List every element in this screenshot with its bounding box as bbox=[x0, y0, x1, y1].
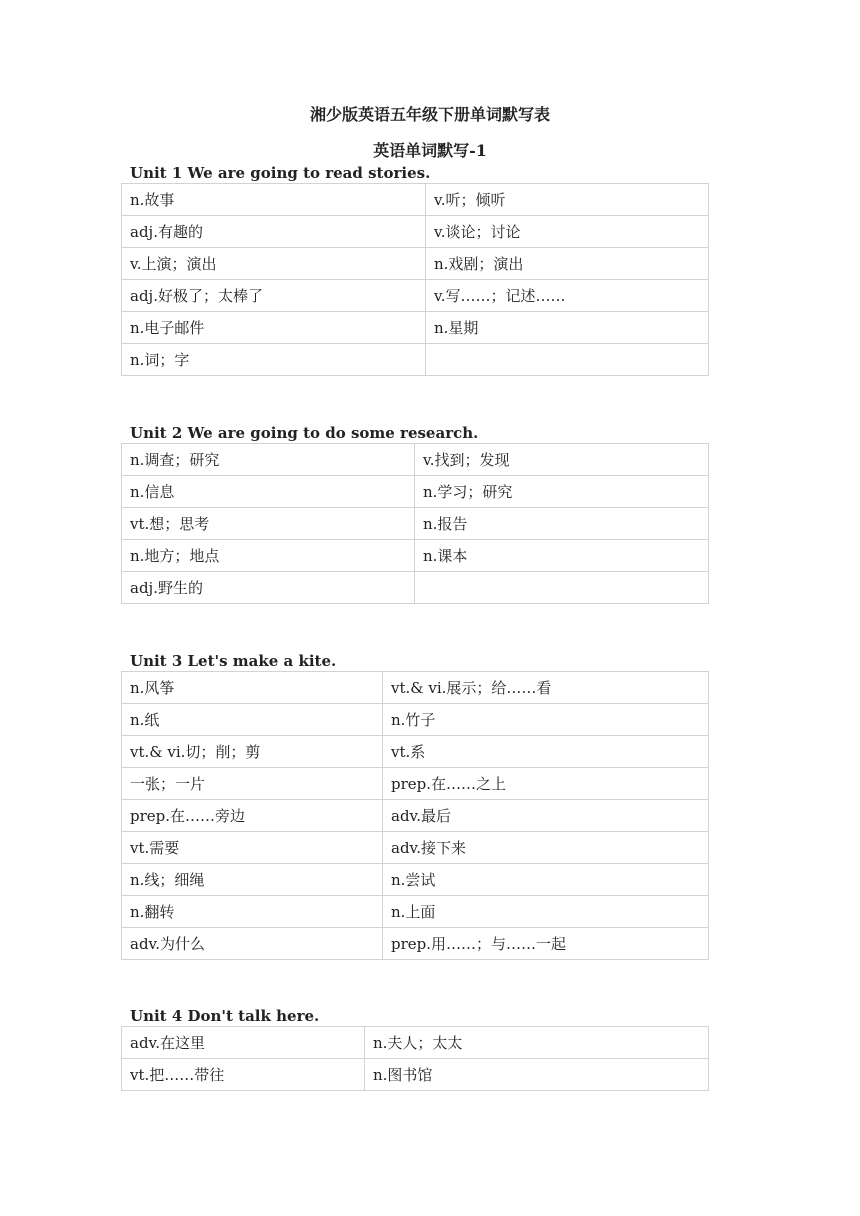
table-row bbox=[122, 768, 709, 800]
table-row bbox=[122, 344, 709, 376]
vocab-cell: n.翻转 bbox=[122, 896, 383, 928]
vocab-cell: prep.在……旁边 bbox=[122, 800, 383, 832]
table-row bbox=[122, 800, 709, 832]
unit-4-heading: Unit 4 Don't talk here. bbox=[130, 1007, 320, 1025]
unit-3-vocab-table bbox=[121, 671, 709, 960]
vocab-cell bbox=[426, 344, 709, 376]
vocab-cell: prep.用……；与……一起 bbox=[383, 928, 709, 960]
table-row bbox=[122, 540, 709, 572]
vocab-cell: n.纸 bbox=[122, 704, 383, 736]
vocab-cell: v.上演；演出 bbox=[122, 248, 426, 280]
table-row bbox=[122, 248, 709, 280]
vocab-cell: n.词；字 bbox=[122, 344, 426, 376]
vocab-cell: v.听；倾听 bbox=[426, 184, 709, 216]
vocab-cell: vt.系 bbox=[383, 736, 709, 768]
vocab-cell: vt.需要 bbox=[122, 832, 383, 864]
unit-1-vocab-table bbox=[121, 183, 709, 376]
vocab-cell: n.竹子 bbox=[383, 704, 709, 736]
vocab-cell: v.谈论；讨论 bbox=[426, 216, 709, 248]
table-row bbox=[122, 572, 709, 604]
vocab-cell: n.上面 bbox=[383, 896, 709, 928]
vocab-cell: prep.在……之上 bbox=[383, 768, 709, 800]
vocab-cell: vt.想；思考 bbox=[122, 508, 415, 540]
table-row bbox=[122, 1027, 709, 1059]
vocab-cell: v.找到；发现 bbox=[415, 444, 709, 476]
table-row bbox=[122, 1059, 709, 1091]
vocab-cell: vt.& vi.展示；给……看 bbox=[383, 672, 709, 704]
table-row bbox=[122, 672, 709, 704]
unit-1-heading: Unit 1 We are going to read stories. bbox=[130, 164, 431, 182]
vocab-cell: n.线；细绳 bbox=[122, 864, 383, 896]
vocab-cell: adv.为什么 bbox=[122, 928, 383, 960]
vocab-cell: v.写……；记述…… bbox=[426, 280, 709, 312]
vocab-cell: n.电子邮件 bbox=[122, 312, 426, 344]
vocab-cell: n.报告 bbox=[415, 508, 709, 540]
vocab-cell: n.课本 bbox=[415, 540, 709, 572]
vocab-cell: n.故事 bbox=[122, 184, 426, 216]
vocab-cell: adj.有趣的 bbox=[122, 216, 426, 248]
vocab-cell: adj.野生的 bbox=[122, 572, 415, 604]
vocab-cell: n.夫人；太太 bbox=[365, 1027, 709, 1059]
vocab-cell: 一张；一片 bbox=[122, 768, 383, 800]
table-row bbox=[122, 864, 709, 896]
table-row bbox=[122, 508, 709, 540]
document-subtitle: 英语单词默写-1 bbox=[373, 141, 487, 160]
vocab-cell: adv.接下来 bbox=[383, 832, 709, 864]
table-row bbox=[122, 896, 709, 928]
vocab-cell: adv.在这里 bbox=[122, 1027, 365, 1059]
vocab-cell: n.图书馆 bbox=[365, 1059, 709, 1091]
vocab-cell: n.风筝 bbox=[122, 672, 383, 704]
table-row bbox=[122, 832, 709, 864]
vocab-cell: n.调查；研究 bbox=[122, 444, 415, 476]
vocab-cell: adv.最后 bbox=[383, 800, 709, 832]
table-row bbox=[122, 444, 709, 476]
vocab-cell: n.学习；研究 bbox=[415, 476, 709, 508]
unit-4-vocab-table bbox=[121, 1026, 709, 1091]
vocab-cell: n.星期 bbox=[426, 312, 709, 344]
table-row bbox=[122, 928, 709, 960]
vocab-cell bbox=[415, 572, 709, 604]
table-row bbox=[122, 312, 709, 344]
table-row bbox=[122, 704, 709, 736]
vocab-cell: vt.& vi.切；削；剪 bbox=[122, 736, 383, 768]
table-row bbox=[122, 184, 709, 216]
unit-3-heading: Unit 3 Let's make a kite. bbox=[130, 652, 337, 670]
unit-2-heading: Unit 2 We are going to do some research. bbox=[130, 424, 479, 442]
vocab-cell: n.尝试 bbox=[383, 864, 709, 896]
vocab-cell: vt.把……带往 bbox=[122, 1059, 365, 1091]
vocab-cell: n.地方；地点 bbox=[122, 540, 415, 572]
document-title: 湘少版英语五年级下册单词默写表 bbox=[309, 105, 550, 124]
vocab-cell: n.信息 bbox=[122, 476, 415, 508]
table-row bbox=[122, 216, 709, 248]
table-row bbox=[122, 736, 709, 768]
vocab-cell: n.戏剧；演出 bbox=[426, 248, 709, 280]
table-row bbox=[122, 280, 709, 312]
unit-2-vocab-table bbox=[121, 443, 709, 604]
table-row bbox=[122, 476, 709, 508]
vocab-cell: adj.好极了；太棒了 bbox=[122, 280, 426, 312]
